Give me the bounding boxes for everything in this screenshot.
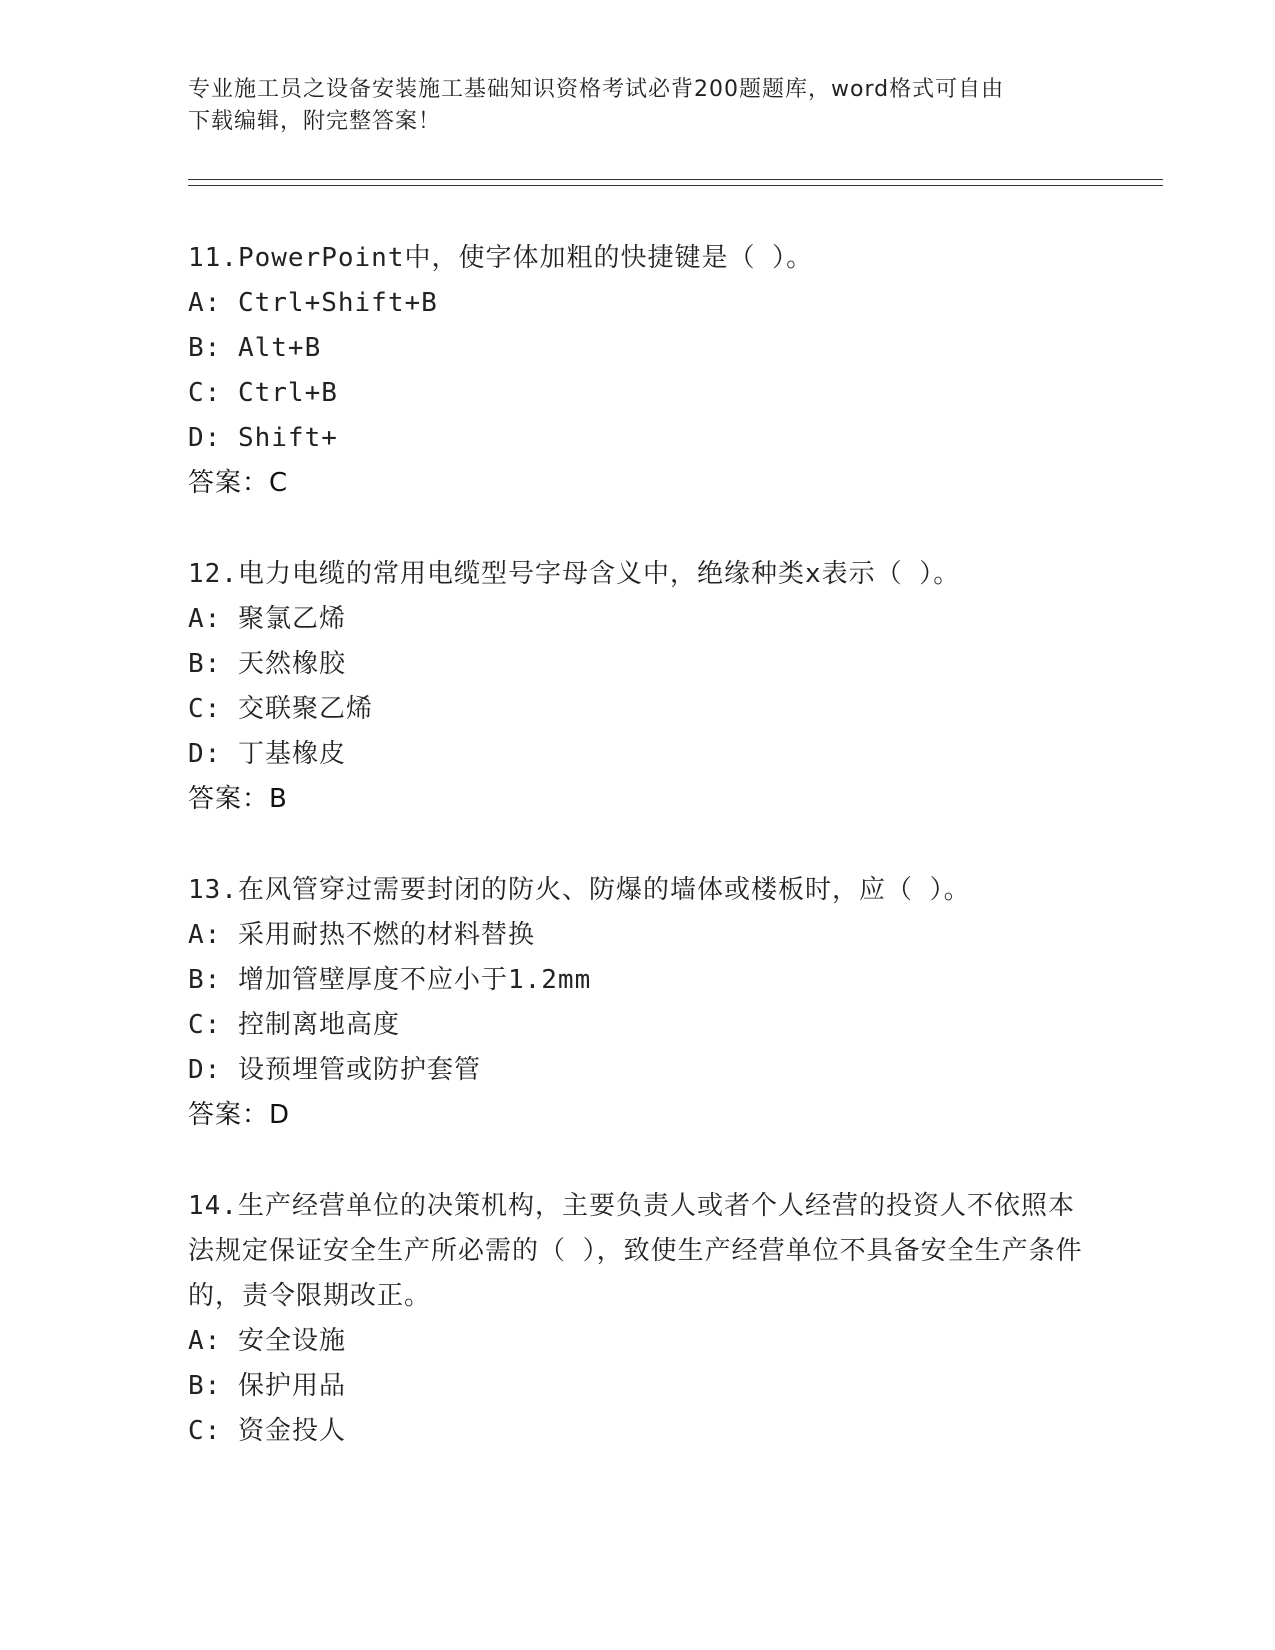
question-14 xyxy=(188,1184,1088,1454)
option-a: A: 聚氯乙烯 xyxy=(188,604,346,634)
question-text: 14.生产经营单位的决策机构，主要负责人或者个人经营的投资人不依照本法规定保证安全生产所必需的（ ），致使生产经营单位不具备安全生产条件的，责令限期改正。 xyxy=(188,1191,1083,1311)
answer-line: 答案：C xyxy=(188,468,289,498)
header-double-rule xyxy=(188,179,1163,186)
option-c: C: 资金投人 xyxy=(188,1416,346,1446)
option-b: B: 保护用品 xyxy=(188,1371,346,1401)
option-b: B: 增加管壁厚度不应小于1.2mm xyxy=(188,965,592,995)
question-13 xyxy=(188,868,1088,1138)
option-a: A: 安全设施 xyxy=(188,1326,346,1356)
option-d: D: 设预埋管或防护套管 xyxy=(188,1055,481,1085)
option-c: C: 控制离地高度 xyxy=(188,1010,400,1040)
question-list xyxy=(188,236,1088,1500)
header-line-1: 专业施工员之设备安装施工基础知识资格考试必背200题题库，word格式可自由 xyxy=(188,77,1005,102)
question-text: 12.电力电缆的常用电缆型号字母含义中，绝缘种类x表示（ ）。 xyxy=(188,559,961,589)
answer-line: 答案：D xyxy=(188,1100,291,1130)
option-b: B: Alt+B xyxy=(188,333,322,363)
option-b: B: 天然橡胶 xyxy=(188,649,346,679)
header-line-2: 下载编辑，附完整答案！ xyxy=(188,109,442,134)
question-11 xyxy=(188,236,1088,506)
option-c: C: 交联聚乙烯 xyxy=(188,694,373,724)
option-d: D: 丁基橡皮 xyxy=(188,739,346,769)
question-text: 13.在风管穿过需要封闭的防火、防爆的墙体或楼板时，应（ ）。 xyxy=(188,875,971,905)
option-d: D: Shift+ xyxy=(188,423,338,453)
question-text: 11.PowerPoint中，使字体加粗的快捷键是（ ）。 xyxy=(188,243,814,273)
answer-line: 答案：B xyxy=(188,784,288,814)
document-header xyxy=(188,74,1088,138)
option-a: A: 采用耐热不燃的材料替换 xyxy=(188,920,535,950)
option-a: A: Ctrl+Shift+B xyxy=(188,288,438,318)
option-c: C: Ctrl+B xyxy=(188,378,338,408)
question-12 xyxy=(188,552,1088,822)
